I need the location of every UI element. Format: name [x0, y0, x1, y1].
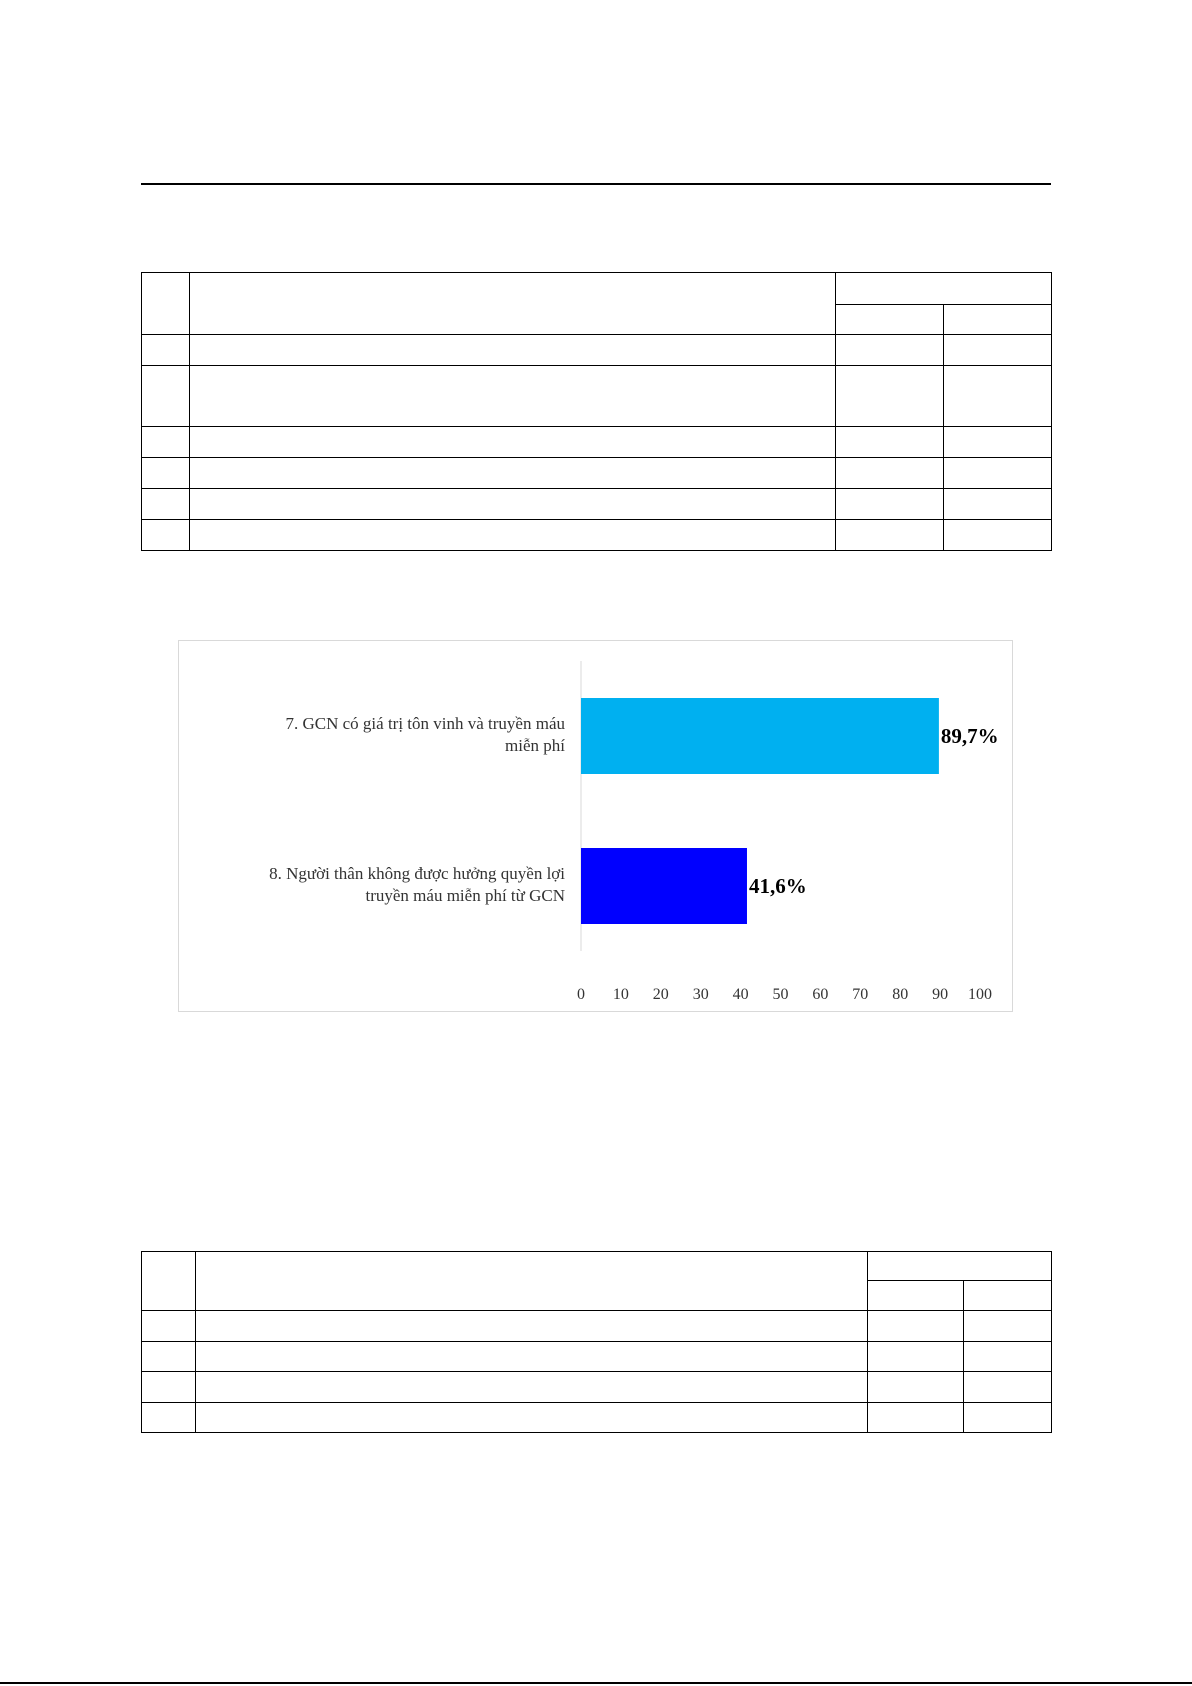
header-cell-n — [836, 305, 944, 335]
table-row — [142, 427, 1052, 458]
header-cell-group — [836, 273, 1052, 305]
bar-chart — [178, 640, 1013, 1012]
x-tick-label-50: 50 — [772, 986, 789, 1003]
header-cell-content — [190, 273, 836, 335]
category-label-1-line-1: 7. GCN có giá trị tôn vinh và truyền máu — [285, 714, 565, 733]
header-cell-pct — [944, 305, 1052, 335]
bar-1 — [581, 698, 939, 774]
category-label-2-line-2: truyền máu miễn phí từ GCN — [365, 886, 565, 905]
header-cell-no — [142, 1252, 196, 1311]
x-tick-label-10: 10 — [612, 986, 629, 1003]
table-row — [142, 1403, 1052, 1433]
x-tick-label-60: 60 — [812, 986, 829, 1003]
x-tick-label-80: 80 — [892, 986, 909, 1003]
bar-2 — [581, 848, 747, 924]
x-tick-label-90: 90 — [932, 986, 949, 1003]
footer-rule — [0, 1682, 1192, 1684]
table-row — [142, 1342, 1052, 1372]
header-cell-content — [196, 1252, 868, 1311]
x-tick-label-20: 20 — [652, 986, 669, 1003]
table-row — [142, 520, 1052, 551]
category-label-2-line-1: 8. Người thân không được hưởng quyền lợi — [269, 864, 565, 883]
x-tick-label-40: 40 — [732, 986, 749, 1003]
x-tick-label-100: 100 — [968, 986, 992, 1003]
x-tick-label-70: 70 — [852, 986, 869, 1003]
table-row — [142, 489, 1052, 520]
header-cell-no — [142, 273, 190, 335]
header-cell-pct — [964, 1281, 1052, 1311]
header-cell-n — [868, 1281, 964, 1311]
table-header-row — [142, 1252, 1052, 1281]
table-row — [142, 366, 1052, 427]
table-row — [142, 335, 1052, 366]
table-row — [142, 1372, 1052, 1403]
x-tick-label-30: 30 — [692, 986, 709, 1003]
table-1 — [141, 272, 1052, 551]
table-row — [142, 458, 1052, 489]
table-row — [142, 1311, 1052, 1342]
category-label-1-line-2: miễn phí — [505, 736, 565, 755]
table-2 — [141, 1251, 1052, 1433]
table-header-row — [142, 273, 1052, 305]
header-rule — [141, 183, 1051, 185]
chart-svg — [179, 641, 1012, 1011]
data-label-1: 89,7% — [940, 724, 999, 748]
header-cell-group — [868, 1252, 1052, 1281]
data-label-2: 41,6% — [748, 874, 807, 898]
x-tick-label-0: 0 — [577, 986, 585, 1003]
